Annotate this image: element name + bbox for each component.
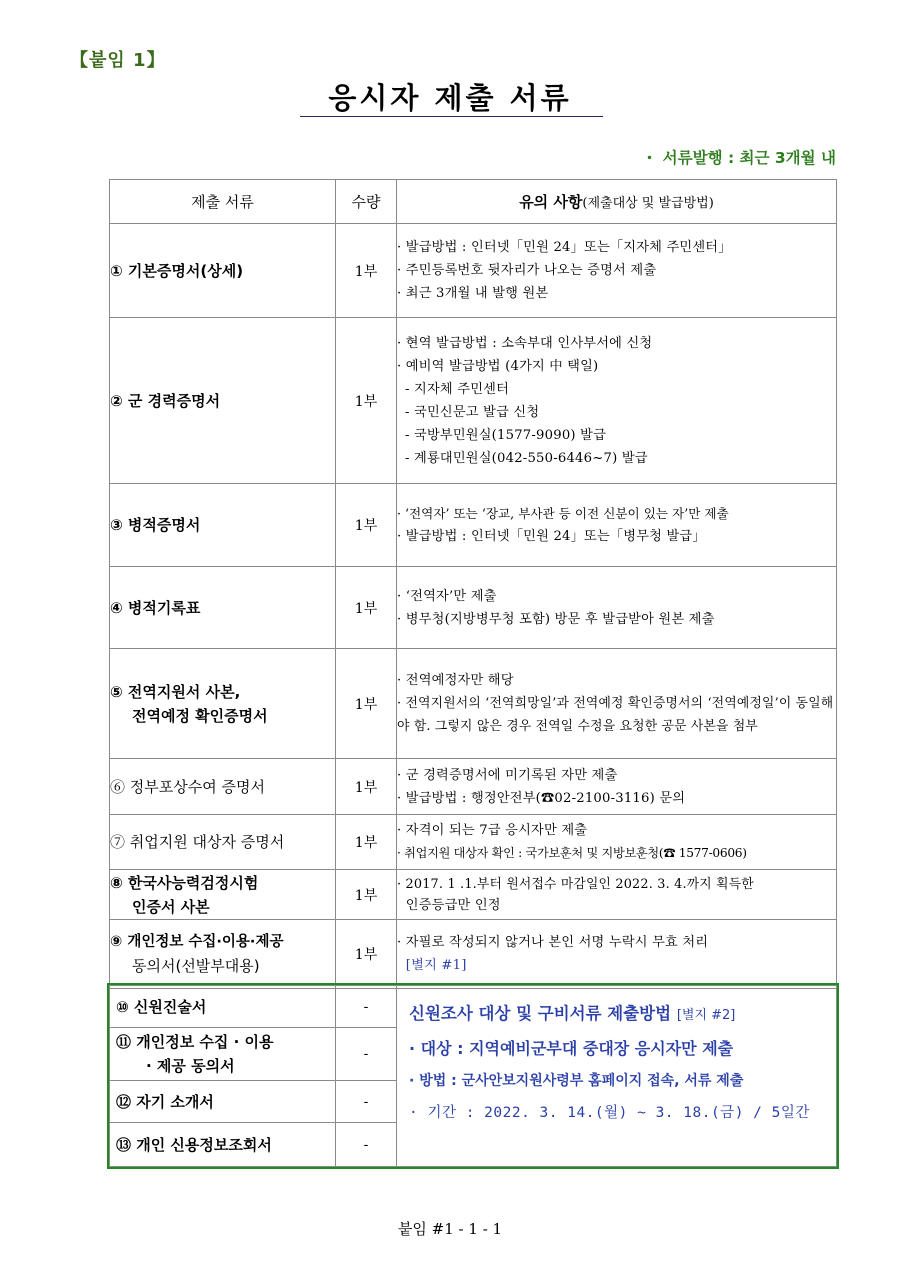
doc-notes: · 전역예정자만 해당 · 전역지원서의 ‘전역희망일’과 전역예정 확인증명서의 ‘전역예정일’이 동일해야 함. 그렇지 않은 경우 전역일 수정을 요청한 공문 사본을 첨부 (397, 649, 837, 759)
table-row (110, 870, 837, 920)
page-title: 응시자 제출 서류 (328, 81, 572, 115)
background-check-period: · 기간 : 2022. 3. 14.(월) ~ 3. 18.(금) / 5일간 (409, 1105, 810, 1121)
table-row (110, 649, 837, 759)
background-check-heading: 신원조사 대상 및 구비서류 제출방법 [별지 #2] (409, 1004, 736, 1023)
doc-name: ③ 병적증명서 (110, 484, 336, 567)
doc-name: ⑧ 한국사능력검정시험 인증서 사본 (110, 870, 336, 920)
doc-notes: · ‘전역자’만 제출 · 병무청(지방병무청 포함) 방문 후 발급받아 원본 제출 (397, 567, 837, 649)
table-row (110, 224, 837, 318)
doc-notes: · 2017. 1 .1.부터 원서접수 마감일인 2022. 3. 4.까지 획득한 인증등급만 인정 (397, 870, 837, 920)
doc-name: ⑤ 전역지원서 사본, 전역예정 확인증명서 (110, 649, 336, 759)
table-row (110, 759, 837, 815)
doc-qty: 1부 (336, 815, 397, 870)
doc-name: ⑬ 개인 신용정보조회서 (110, 1123, 336, 1167)
table-row (110, 484, 837, 567)
doc-name: ⑦ 취업지원 대상자 증명서 (110, 815, 336, 870)
table-row (110, 318, 837, 484)
doc-qty: - (336, 986, 397, 1028)
header-notes: 유의 사항(제출대상 및 발급방법) (397, 180, 837, 224)
doc-notes: · 자필로 작성되지 않거나 본인 서명 누락시 무효 처리 [별지 #1] (397, 920, 837, 989)
doc-name: ② 군 경력증명서 (110, 318, 336, 484)
doc-name: ⑨ 개인정보 수집·이용·제공 동의서(선발부대용) (110, 920, 336, 989)
title-underline (300, 116, 603, 117)
attachment-label: 【붙임 1】 (70, 50, 166, 71)
background-check-method: · 방법 : 군사안보지원사령부 홈페이지 접속, 서류 제출 (409, 1073, 744, 1089)
doc-qty: - (336, 1081, 397, 1123)
table-row (110, 815, 837, 870)
header-doc: 제출 서류 (110, 180, 336, 224)
doc-notes: · 자격이 되는 7급 응시자만 제출 · 취업지원 대상자 확인 : 국가보훈처 및 지방보훈청(☎ 1577-0606) (397, 815, 837, 870)
doc-qty: 1부 (336, 567, 397, 649)
doc-name: ⑥ 정부포상수여 증명서 (110, 759, 336, 815)
doc-qty: 1부 (336, 649, 397, 759)
documents-table (109, 179, 837, 989)
doc-qty: 1부 (336, 484, 397, 567)
doc-qty: 1부 (336, 920, 397, 989)
doc-qty: - (336, 1123, 397, 1167)
doc-qty: 1부 (336, 224, 397, 318)
doc-name: ⑩ 신원진술서 (110, 986, 336, 1028)
doc-name: ④ 병적기록표 (110, 567, 336, 649)
doc-notes: · 군 경력증명서에 미기록된 자만 제출 · 발급방법 : 행정안전부(☎02-2100-3116) 문의 (397, 759, 837, 815)
doc-notes: · 현역 발급방법 : 소속부대 인사부서에 신청 · 예비역 발급방법 (4가지 中 택일) - 지자체 주민센터 - 국민신문고 발급 신청 - 국방부민원실(1577-9090) 발급 - 계룡대민원실(042-550-6446~7) 발급 (397, 318, 837, 484)
header-qty: 수량 (336, 180, 397, 224)
doc-name: ⑪ 개인정보 수집 · 이용 · 제공 동의서 (110, 1028, 336, 1081)
doc-notes: · ‘전역자’ 또는 ‘장교, 부사관 등 이전 신분이 있는 자’만 제출 · 발급방법 : 인터넷「민원 24」또는「병무청 발급」 (397, 484, 837, 567)
doc-qty: 1부 (336, 870, 397, 920)
doc-qty: - (336, 1028, 397, 1081)
issue-note: ・ 서류발행 : 최근 3개월 내 (641, 149, 836, 167)
background-check-info (397, 986, 837, 1167)
page-footer: 붙임 #1 - 1 - 1 (397, 1220, 503, 1238)
doc-qty: 1부 (336, 318, 397, 484)
doc-notes: · 발급방법 : 인터넷「민원 24」또는「지자체 주민센터」 · 주민등록번호 뒷자리가 나오는 증명서 제출 · 최근 3개월 내 발행 원본 (397, 224, 837, 318)
table-row (110, 567, 837, 649)
background-check-section (109, 985, 837, 1167)
doc-name: ⑫ 자기 소개서 (110, 1081, 336, 1123)
doc-qty: 1부 (336, 759, 397, 815)
table-row (110, 920, 837, 989)
doc-name: ① 기본증명서(상세) (110, 224, 336, 318)
background-check-target: · 대상 : 지역예비군부대 중대장 응시자만 제출 (409, 1039, 734, 1058)
table-row (110, 986, 837, 1028)
table-header-row (110, 180, 837, 224)
